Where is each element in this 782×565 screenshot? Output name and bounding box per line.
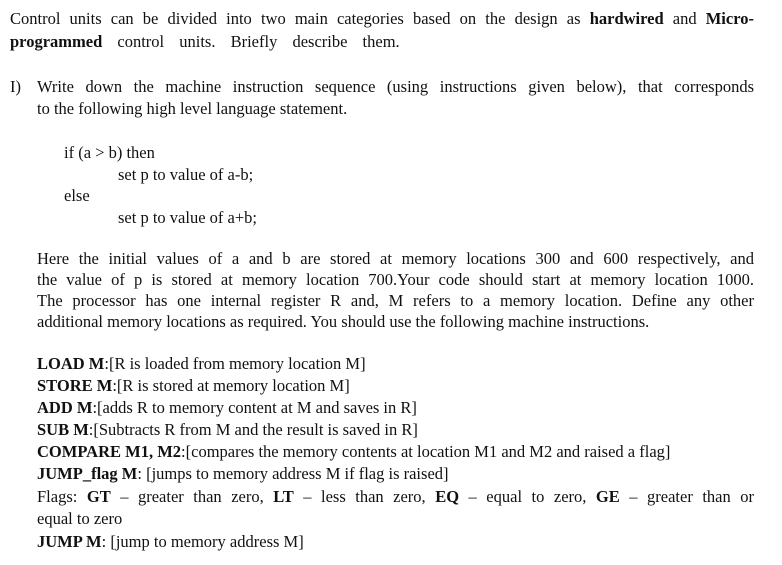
code-else-statement: set p to value of a+b; bbox=[118, 208, 257, 227]
instruction-jump-flag bbox=[37, 463, 449, 485]
code-if-line: if (a > b) then bbox=[64, 143, 155, 162]
intro-text-and: and bbox=[663, 9, 706, 28]
flag-gt-desc: – greater than zero, bbox=[110, 487, 274, 506]
question-line-2: to the following high level language statement. bbox=[37, 99, 348, 118]
instruction-store bbox=[37, 375, 350, 397]
instruction-sub bbox=[37, 419, 418, 441]
flags-continuation: equal to zero bbox=[37, 509, 123, 528]
instruction-load bbox=[37, 353, 366, 375]
instruction-name: JUMP M bbox=[37, 532, 102, 551]
term-hardwired: hardwired bbox=[589, 9, 664, 28]
instruction-add bbox=[37, 397, 417, 419]
intro-text-end: control units. Briefly describe them. bbox=[102, 32, 400, 51]
instruction-name: JUMP_flag M bbox=[37, 464, 138, 483]
intro-line-1 bbox=[10, 8, 754, 30]
flag-lt-desc: – less than zero, bbox=[293, 487, 436, 506]
instruction-name: COMPARE M1, M2 bbox=[37, 442, 182, 461]
instruction-name: STORE M bbox=[37, 376, 113, 395]
code-then-statement: set p to value of a-b; bbox=[118, 165, 254, 184]
flags-label: Flags: bbox=[37, 487, 87, 506]
question-line-1: Write down the machine instruction sequence (using instructions given below), that corresponds bbox=[37, 77, 754, 96]
flag-gt: GT bbox=[86, 487, 111, 506]
code-else-keyword: else bbox=[64, 186, 90, 205]
description-line-3: The processor has one internal register R and, M refers to a memory location. Define any other bbox=[37, 291, 754, 310]
intro-text: Control units can be divided into two main categories based on the design as bbox=[10, 9, 590, 28]
instruction-name: LOAD M bbox=[37, 354, 105, 373]
intro-line-2 bbox=[10, 31, 400, 53]
flag-eq: EQ bbox=[435, 487, 460, 506]
instruction-desc: :[Subtracts R from M and the result is saved in R] bbox=[88, 420, 418, 439]
instruction-jump bbox=[37, 531, 304, 553]
instruction-name: ADD M bbox=[37, 398, 93, 417]
flag-ge-desc: – greater than or bbox=[619, 487, 754, 506]
instruction-desc: : [jump to memory address M] bbox=[101, 532, 304, 551]
instruction-desc: :[R is loaded from memory location M] bbox=[104, 354, 366, 373]
flags-line bbox=[37, 486, 754, 508]
instruction-desc: :[adds R to memory content at M and saves in R] bbox=[92, 398, 417, 417]
instruction-desc: :[compares the memory contents at location M1 and M2 and raised a flag] bbox=[181, 442, 671, 461]
instruction-compare bbox=[37, 441, 670, 463]
flag-lt: LT bbox=[273, 487, 294, 506]
term-micro: Micro- bbox=[705, 9, 754, 28]
instruction-desc: : [jumps to memory address M if flag is raised] bbox=[137, 464, 449, 483]
instruction-desc: :[R is stored at memory location M] bbox=[112, 376, 350, 395]
flag-eq-desc: – equal to zero, bbox=[459, 487, 596, 506]
question-number: I) bbox=[10, 77, 21, 96]
description-line-2: the value of p is stored at memory location 700.Your code should start at memory location 1000. bbox=[37, 270, 754, 289]
description-line-1: Here the initial values of a and b are stored at memory locations 300 and 600 respectively, and bbox=[37, 249, 754, 268]
flag-ge: GE bbox=[595, 487, 620, 506]
instruction-name: SUB M bbox=[37, 420, 89, 439]
term-programmed: programmed bbox=[10, 32, 103, 51]
description-line-4: additional memory locations as required. You should use the following machine instructions. bbox=[37, 312, 650, 331]
